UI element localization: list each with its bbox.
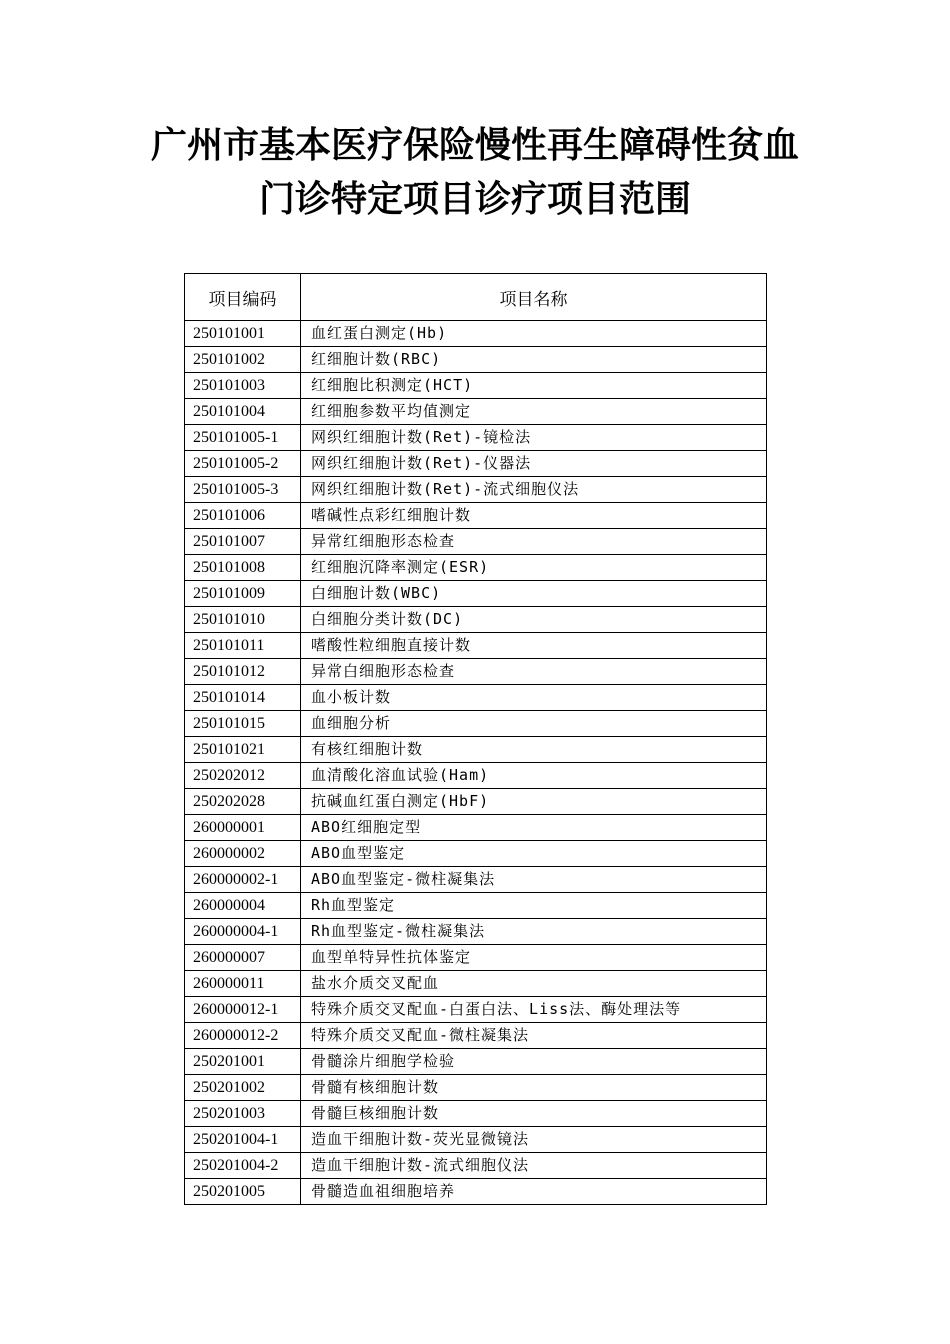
item-name: ABO血型鉴定 [301, 841, 767, 867]
item-name: Rh血型鉴定-微柱凝集法 [301, 919, 767, 945]
item-name: 红细胞沉降率测定(ESR) [301, 555, 767, 581]
item-code: 250201004-2 [185, 1153, 301, 1179]
item-name: 骨髓涂片细胞学检验 [301, 1049, 767, 1075]
item-name: 血小板计数 [301, 685, 767, 711]
item-code: 250201004-1 [185, 1127, 301, 1153]
table-row [185, 347, 767, 373]
table-row [185, 555, 767, 581]
table-row [185, 971, 767, 997]
table-row [185, 581, 767, 607]
table-row [185, 633, 767, 659]
item-code: 250101015 [185, 711, 301, 737]
table-row [185, 867, 767, 893]
item-code: 250101005-1 [185, 425, 301, 451]
table-row [185, 321, 767, 347]
item-name: 造血干细胞计数-荧光显微镜法 [301, 1127, 767, 1153]
table-row [185, 529, 767, 555]
item-code: 250101006 [185, 503, 301, 529]
table-row [185, 737, 767, 763]
item-name: 白细胞计数(WBC) [301, 581, 767, 607]
item-code: 250101002 [185, 347, 301, 373]
item-name: 红细胞比积测定(HCT) [301, 373, 767, 399]
item-code: 250201001 [185, 1049, 301, 1075]
item-name: 红细胞计数(RBC) [301, 347, 767, 373]
item-code: 260000012-2 [185, 1023, 301, 1049]
item-code: 260000001 [185, 815, 301, 841]
item-name: 血红蛋白测定(Hb) [301, 321, 767, 347]
title-line-1: 广州市基本医疗保险慢性再生障碍性贫血 [150, 124, 799, 166]
item-name: 有核红细胞计数 [301, 737, 767, 763]
item-code: 260000012-1 [185, 997, 301, 1023]
table-row [185, 945, 767, 971]
table-row [185, 1049, 767, 1075]
item-code: 250101011 [185, 633, 301, 659]
item-code: 250101001 [185, 321, 301, 347]
table-row [185, 477, 767, 503]
item-code: 250202012 [185, 763, 301, 789]
table-row [185, 1101, 767, 1127]
item-code: 260000007 [185, 945, 301, 971]
table-row [185, 789, 767, 815]
item-name: 网织红细胞计数(Ret)-流式细胞仪法 [301, 477, 767, 503]
item-code: 250101004 [185, 399, 301, 425]
item-name: 异常红细胞形态检查 [301, 529, 767, 555]
item-name: 骨髓有核细胞计数 [301, 1075, 767, 1101]
item-name: 异常白细胞形态检查 [301, 659, 767, 685]
table-row [185, 841, 767, 867]
item-code: 250101012 [185, 659, 301, 685]
table-row [185, 607, 767, 633]
title-line-2: 门诊特定项目诊疗项目范围 [258, 178, 691, 220]
table-row [185, 893, 767, 919]
item-name: 红细胞参数平均值测定 [301, 399, 767, 425]
item-code: 250201002 [185, 1075, 301, 1101]
item-name: 骨髓巨核细胞计数 [301, 1101, 767, 1127]
table-row [185, 503, 767, 529]
item-name: 血细胞分析 [301, 711, 767, 737]
item-code: 250101008 [185, 555, 301, 581]
table-row [185, 1153, 767, 1179]
item-name: 特殊介质交叉配血-白蛋白法、Liss法、酶处理法等 [301, 997, 767, 1023]
table-row [185, 1179, 767, 1205]
table-header-row [185, 274, 767, 321]
item-name: 血型单特异性抗体鉴定 [301, 945, 767, 971]
item-code: 250101010 [185, 607, 301, 633]
item-name: 嗜酸性粒细胞直接计数 [301, 633, 767, 659]
item-code: 260000004-1 [185, 919, 301, 945]
item-name: 特殊介质交叉配血-微柱凝集法 [301, 1023, 767, 1049]
item-code: 260000002-1 [185, 867, 301, 893]
items-table [184, 273, 767, 1205]
table-row [185, 919, 767, 945]
header-code: 项目编码 [185, 274, 301, 321]
item-name: ABO血型鉴定-微柱凝集法 [301, 867, 767, 893]
table-row [185, 685, 767, 711]
table-row [185, 997, 767, 1023]
item-code: 250101014 [185, 685, 301, 711]
table-body [185, 321, 767, 1205]
table-row [185, 451, 767, 477]
item-name: 盐水介质交叉配血 [301, 971, 767, 997]
item-name: Rh血型鉴定 [301, 893, 767, 919]
table-row [185, 711, 767, 737]
item-code: 250202028 [185, 789, 301, 815]
item-name: 骨髓造血祖细胞培养 [301, 1179, 767, 1205]
item-code: 250101009 [185, 581, 301, 607]
item-name: 网织红细胞计数(Ret)-仪器法 [301, 451, 767, 477]
item-code: 260000011 [185, 971, 301, 997]
item-code: 250101005-2 [185, 451, 301, 477]
item-code: 260000002 [185, 841, 301, 867]
item-name: ABO红细胞定型 [301, 815, 767, 841]
page-title [0, 118, 950, 226]
item-code: 250101005-3 [185, 477, 301, 503]
item-code: 250201003 [185, 1101, 301, 1127]
item-name: 抗碱血红蛋白测定(HbF) [301, 789, 767, 815]
table-row [185, 399, 767, 425]
table-row [185, 373, 767, 399]
table-row [185, 763, 767, 789]
item-name: 嗜碱性点彩红细胞计数 [301, 503, 767, 529]
table-row [185, 1127, 767, 1153]
table-row [185, 659, 767, 685]
item-code: 250101021 [185, 737, 301, 763]
item-code: 260000004 [185, 893, 301, 919]
table-row [185, 1023, 767, 1049]
item-code: 250101003 [185, 373, 301, 399]
item-code: 250201005 [185, 1179, 301, 1205]
item-name: 白细胞分类计数(DC) [301, 607, 767, 633]
table-row [185, 425, 767, 451]
header-name: 项目名称 [301, 274, 767, 321]
item-name: 网织红细胞计数(Ret)-镜检法 [301, 425, 767, 451]
item-code: 250101007 [185, 529, 301, 555]
table-row [185, 1075, 767, 1101]
item-name: 血清酸化溶血试验(Ham) [301, 763, 767, 789]
table-row [185, 815, 767, 841]
item-name: 造血干细胞计数-流式细胞仪法 [301, 1153, 767, 1179]
